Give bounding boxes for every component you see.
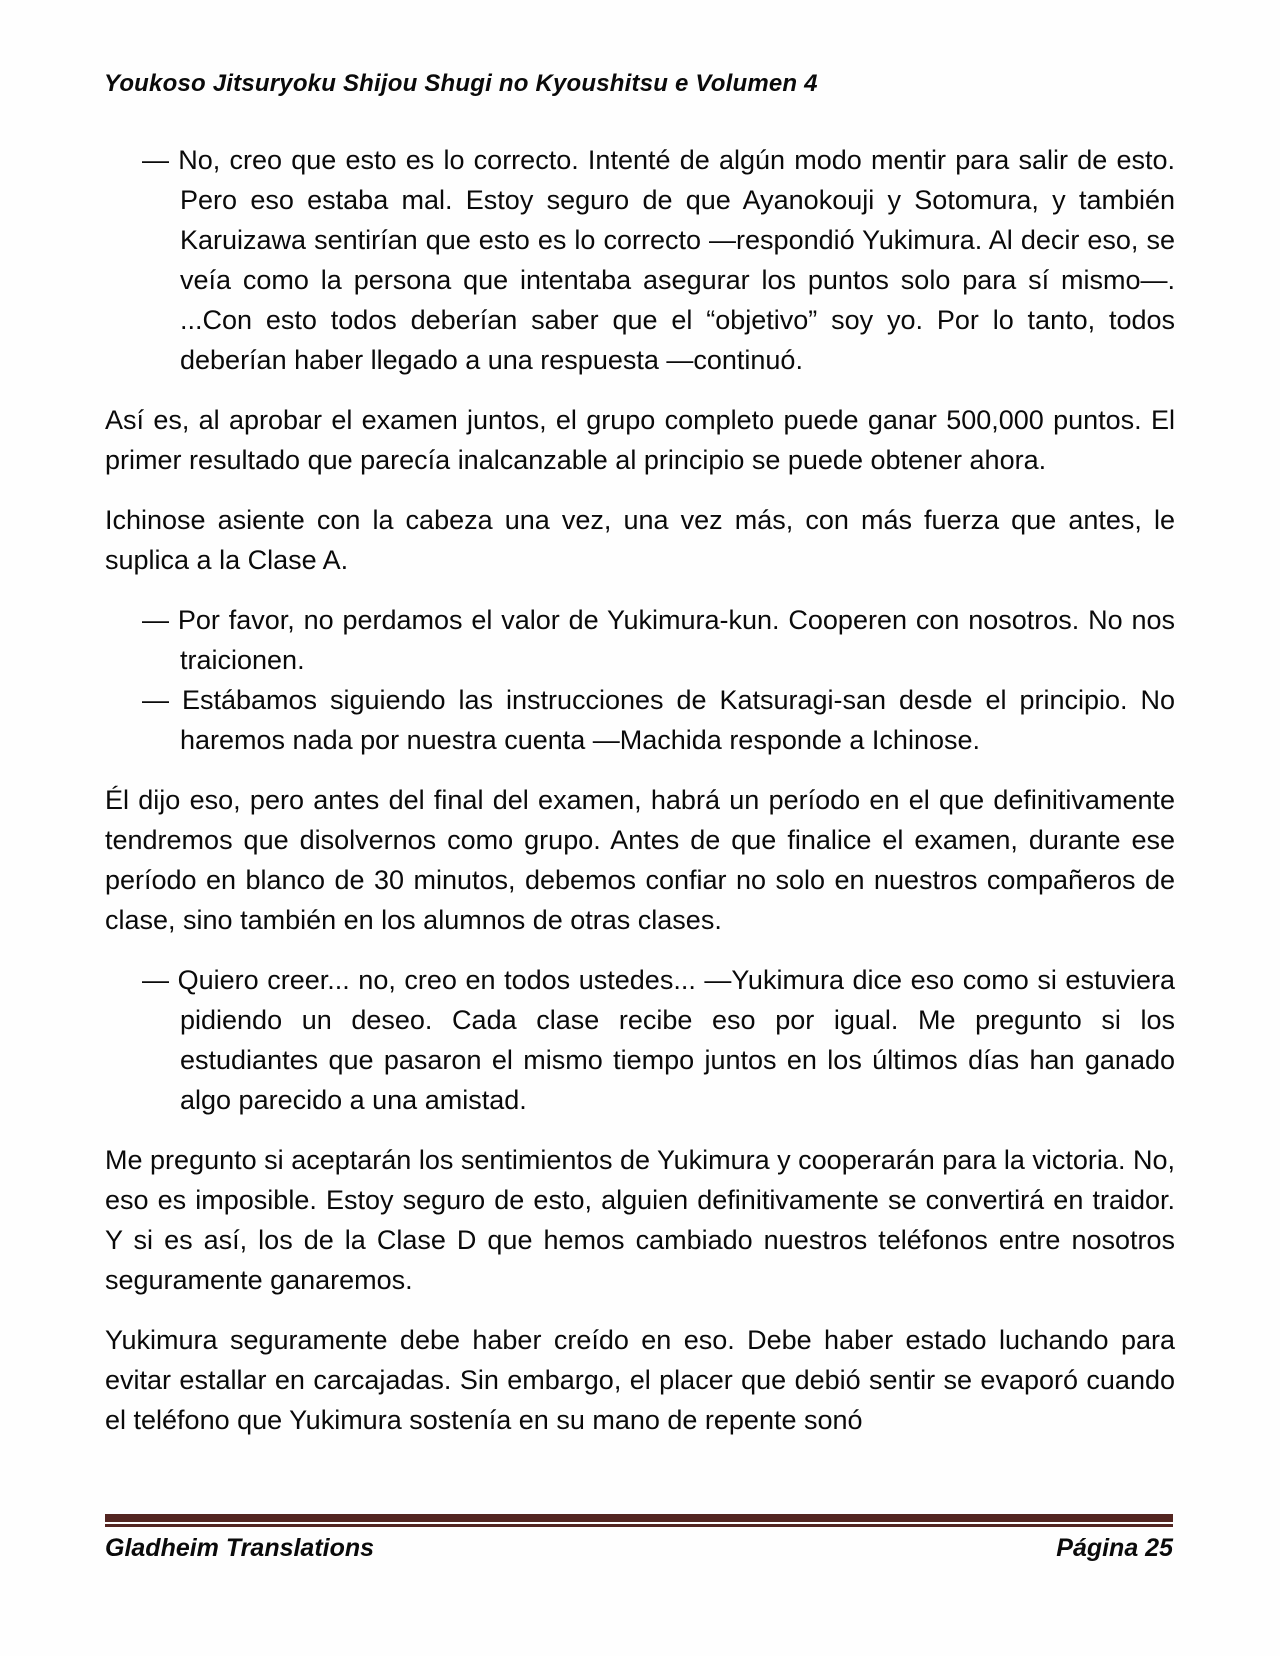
footer-translator-credit: Gladheim Translations	[105, 1534, 375, 1562]
dialogue-paragraph: — Estábamos siguiendo las instrucciones de Katsuragi-san desde el principio. No haremos nada por nuestra cuenta —Machida responde a Ichinose.	[142, 685, 1175, 755]
text-paragraph: Yukimura seguramente debe haber creído en eso. Debe haber estado luchando para evitar estallar en carcajadas. Sin embargo, el placer que debió sentir se evaporó cuando el teléfono que Yukimura sostenía en su mano de repente sonó	[105, 1325, 1175, 1435]
text-paragraph: Así es, al aprobar el examen juntos, el grupo completo puede ganar 500,000 puntos. El primer resultado que parecía inalcanzable al principio se puede obtener ahora.	[105, 405, 1175, 475]
text-paragraph: Él dijo eso, pero antes del final del examen, habrá un período en el que definitivamente tendremos que disolvernos como grupo. Antes de que finalice el examen, durante ese período en blanco de 30 minutos, debemos confiar no solo en nuestros compañeros de clase, sino también en los alumnos de otras clases.	[105, 785, 1175, 935]
footer-divider	[105, 1514, 1173, 1527]
footer-divider-thin-line	[105, 1524, 1173, 1527]
document-title: Youkoso Jitsuryoku Shijou Shugi no Kyoushitsu e Volumen 4	[104, 70, 818, 97]
footer	[105, 1534, 1173, 1563]
body-paragraphs	[105, 140, 1175, 1460]
dialogue-paragraph: — Quiero creer... no, creo en todos ustedes... —Yukimura dice eso como si estuviera pidiendo un deseo. Cada clase recibe eso por igual. Me pregunto si los estudiantes que pasaron el mismo tiempo juntos en los últimos días han ganado algo parecido a una amistad.	[142, 965, 1175, 1115]
dialogue-paragraph: — Por favor, no perdamos el valor de Yukimura-kun. Cooperen con nosotros. No nos traicionen.	[142, 605, 1175, 675]
dialogue-paragraph: — No, creo que esto es lo correcto. Intenté de algún modo mentir para salir de esto. Pero eso estaba mal. Estoy seguro de que Ayanokouji y Sotomura, y también Karuizawa sentirían que esto es lo correcto —respondió Yukimura. Al decir eso, se veía como la persona que intentaba asegurar los puntos solo para sí mismo—. ...Con esto todos deberían saber que el “objetivo” soy yo. Por lo tanto, todos deberían haber llegado a una respuesta —continuó.	[142, 145, 1175, 375]
text-paragraph: Me pregunto si aceptarán los sentimientos de Yukimura y cooperarán para la victoria. No, eso es imposible. Estoy seguro de esto, alguien definitivamente se convertirá en traidor. Y si es así, los de la Clase D que hemos cambiado nuestros teléfonos entre nosotros seguramente ganaremos.	[105, 1145, 1175, 1295]
footer-divider-thick-line	[105, 1514, 1173, 1522]
footer-page-number: Página 25	[1056, 1534, 1173, 1562]
text-paragraph: Ichinose asiente con la cabeza una vez, una vez más, con más fuerza que antes, le suplica a la Clase A.	[105, 505, 1175, 575]
